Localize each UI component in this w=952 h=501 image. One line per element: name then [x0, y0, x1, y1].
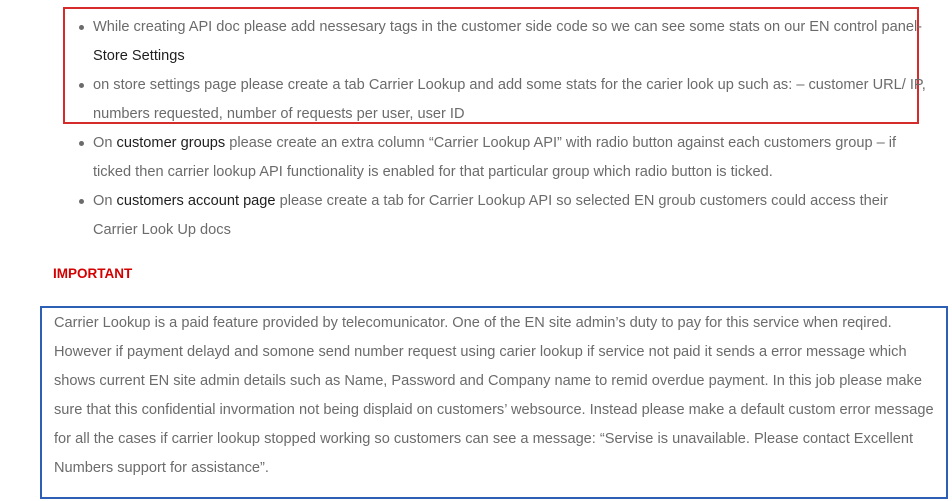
list-item-text: While creating API doc please add nessesary tags in the customer side code so we can see some stats on our EN control panel-: [93, 19, 923, 35]
list-item: [93, 187, 927, 245]
list-item: [93, 13, 927, 71]
customers-account-page-link[interactable]: customers account page: [116, 193, 276, 209]
requirements-list: [93, 13, 927, 245]
list-item-text: please create a tab for Carrier Lookup API so selected EN groub customers could access their Carrier Look Up docs: [93, 193, 888, 238]
important-notice: Carrier Lookup is a paid feature provided by telecomunicator. One of the EN site admin’s duty to pay for this service when reqired. However if payment delayd and somone send number request using carier lookup if service not paid it sends a error message which shows current EN site admin details such as Name, Password and Company name to remid overdue payment. In this job please make sure that this confidential invormation not being displaid on customers’ websource. Instead please make a default custom error message for all the cases if carrier lookup stopped working so customers can see a message: “Servise is unavailable. Please contact Excellent Numbers support for assistance”.: [54, 315, 934, 476]
list-item-text: on store settings page please create a tab Carrier Lookup and add some stats for the carier look up such as: – customer URL/ IP, numbers requested, number of requests per user, user ID: [93, 77, 926, 122]
list-item-text: On: [93, 135, 117, 151]
list-item: [93, 129, 927, 187]
store-settings-link[interactable]: Store Settings: [93, 48, 185, 64]
bullet-icon: [79, 25, 84, 30]
list-item-text: On: [93, 193, 117, 209]
list-item: [93, 71, 927, 129]
important-heading: IMPORTANT: [53, 266, 133, 281]
list-item-text: please create an extra column “Carrier Lookup API” with radio button against each customers group – if ticked then carrier lookup API functionality is enabled for that particular group which radio button is ticked.: [93, 135, 897, 180]
bullet-icon: [79, 141, 84, 146]
bullet-icon: [79, 83, 84, 88]
bullet-icon: [79, 199, 84, 204]
customer-groups-link[interactable]: customer groups: [116, 135, 226, 151]
